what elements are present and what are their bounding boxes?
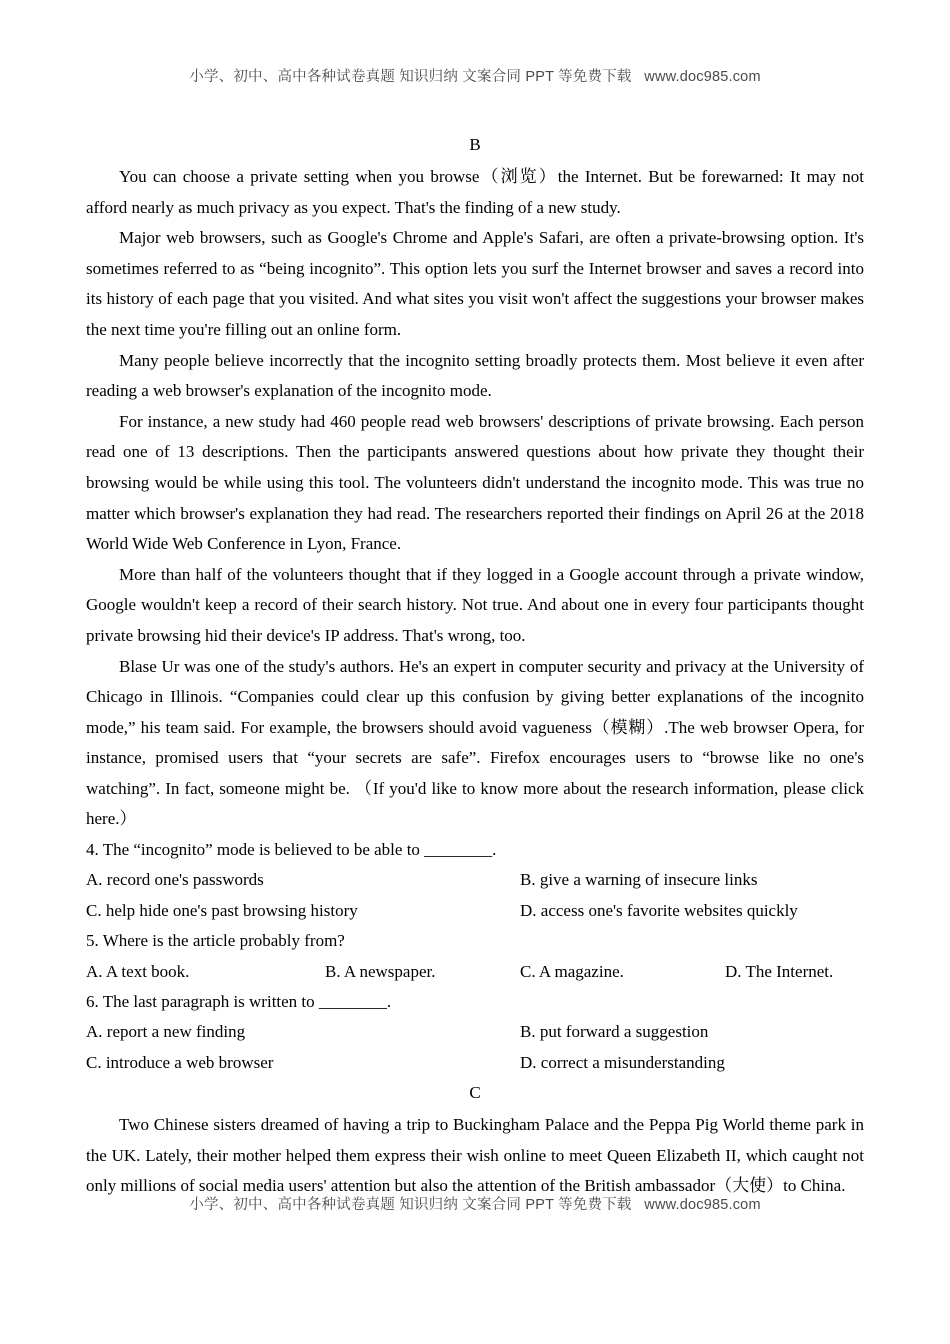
passage-b-paragraph-1: You can choose a private setting when you browse（浏览）the Internet. But be forewarned: It may not afford nearly as much privacy as you expect. That's the finding of a new study. (86, 167, 864, 217)
question-6-option-d[interactable]: D. correct a misunderstanding (520, 1052, 725, 1072)
document-content (86, 130, 864, 1202)
question-6-options-row-1 (86, 1017, 864, 1047)
passage-c-paragraph-1: Two Chinese sisters dreamed of having a trip to Buckingham Palace and the Peppa Pig World theme park in the UK. Lately, their mother helped them express their wish online to meet Queen Elizabeth II, which caught not only millions of social media users' attention but also the attention of the British ambassador（大使）to China. (86, 1115, 864, 1196)
question-5-option-a[interactable]: A. A text book. (86, 961, 190, 981)
question-4-stem: 4. The “incognito” mode is believed to be able to ________. (86, 840, 497, 860)
question-4-options-row-1 (86, 865, 864, 895)
question-6-option-b[interactable]: B. put forward a suggestion (520, 1022, 709, 1042)
question-4-option-b[interactable]: B. give a warning of insecure links (520, 870, 758, 890)
question-5-stem: 5. Where is the article probably from? (86, 931, 345, 951)
passage-b-paragraph-5: More than half of the volunteers thought that if they logged in a Google account through a private window, Google wouldn't keep a record of their search history. Not true. And about one in every four participants thought private browsing hid their device's IP address. That's wrong, too. (86, 564, 864, 645)
question-6-option-c[interactable]: C. introduce a web browser (86, 1052, 274, 1072)
passage-b-paragraph-6: Blase Ur was one of the study's authors. He's an expert in computer security and privacy at the University of Chicago in Illinois. “Companies could clear up this confusion by giving better explanations of the incognito mode,” his team said. For example, the browsers should avoid vagueness（模糊）.The web browser Opera, for instance, promised users that “your secrets are safe”. Firefox encourages users to “browse like no one's watching”. In fact, someone might be. （If you'd like to know more about the research information, please click here.） (86, 656, 864, 829)
watermark-header: 小学、初中、高中各种试卷真题 知识归纳 文案合同 PPT 等免费下载 www.doc985.com (189, 69, 761, 85)
passage-b-letter: B (469, 135, 481, 154)
passage-b-paragraph-2: Major web browsers, such as Google's Chrome and Apple's Safari, are often a private-browsing option. It's sometimes referred to as “being incognito”. This option lets you surf the Internet browser and saves a record into its history of each page that you visited. And what sites you visit won't affect the suggestions your browser makes the next time you're filling out an online form. (86, 228, 864, 339)
passage-c-letter: C (469, 1083, 481, 1103)
watermark-footer: 小学、初中、高中各种试卷真题 知识归纳 文案合同 PPT 等免费下载 www.doc985.com (189, 1197, 761, 1213)
passage-b-paragraph-4: For instance, a new study had 460 people read web browsers' descriptions of private browsing. Each person read one of 13 descriptions. Then the participants answered questions about how private they thought their browsing would be while using this tool. The volunteers didn't understand the incognito mode. This was true no matter which browser's explanation they had read. The researchers reported their findings on April 26 at the 2018 World Wide Web Conference in Lyon, France. (86, 411, 864, 554)
question-5-option-d[interactable]: D. The Internet. (725, 961, 834, 981)
question-4-option-d[interactable]: D. access one's favorite websites quickly (520, 900, 798, 920)
question-6-options-row-2 (86, 1048, 864, 1078)
question-6-option-a[interactable]: A. report a new finding (86, 1022, 246, 1042)
question-4-option-c[interactable]: C. help hide one's past browsing history (86, 900, 358, 920)
question-5-options-row-1 (86, 957, 864, 987)
passage-b-paragraph-3: Many people believe incorrectly that the incognito setting broadly protects them. Most believe it even after reading a web browser's explanation of the incognito mode. (86, 350, 864, 401)
question-4-option-a[interactable]: A. record one's passwords (86, 870, 264, 890)
question-6-stem: 6. The last paragraph is written to ________. (86, 992, 392, 1012)
question-5-option-c[interactable]: C. A magazine. (520, 961, 624, 981)
question-4-options-row-2 (86, 896, 864, 926)
question-5-option-b[interactable]: B. A newspaper. (325, 961, 436, 981)
